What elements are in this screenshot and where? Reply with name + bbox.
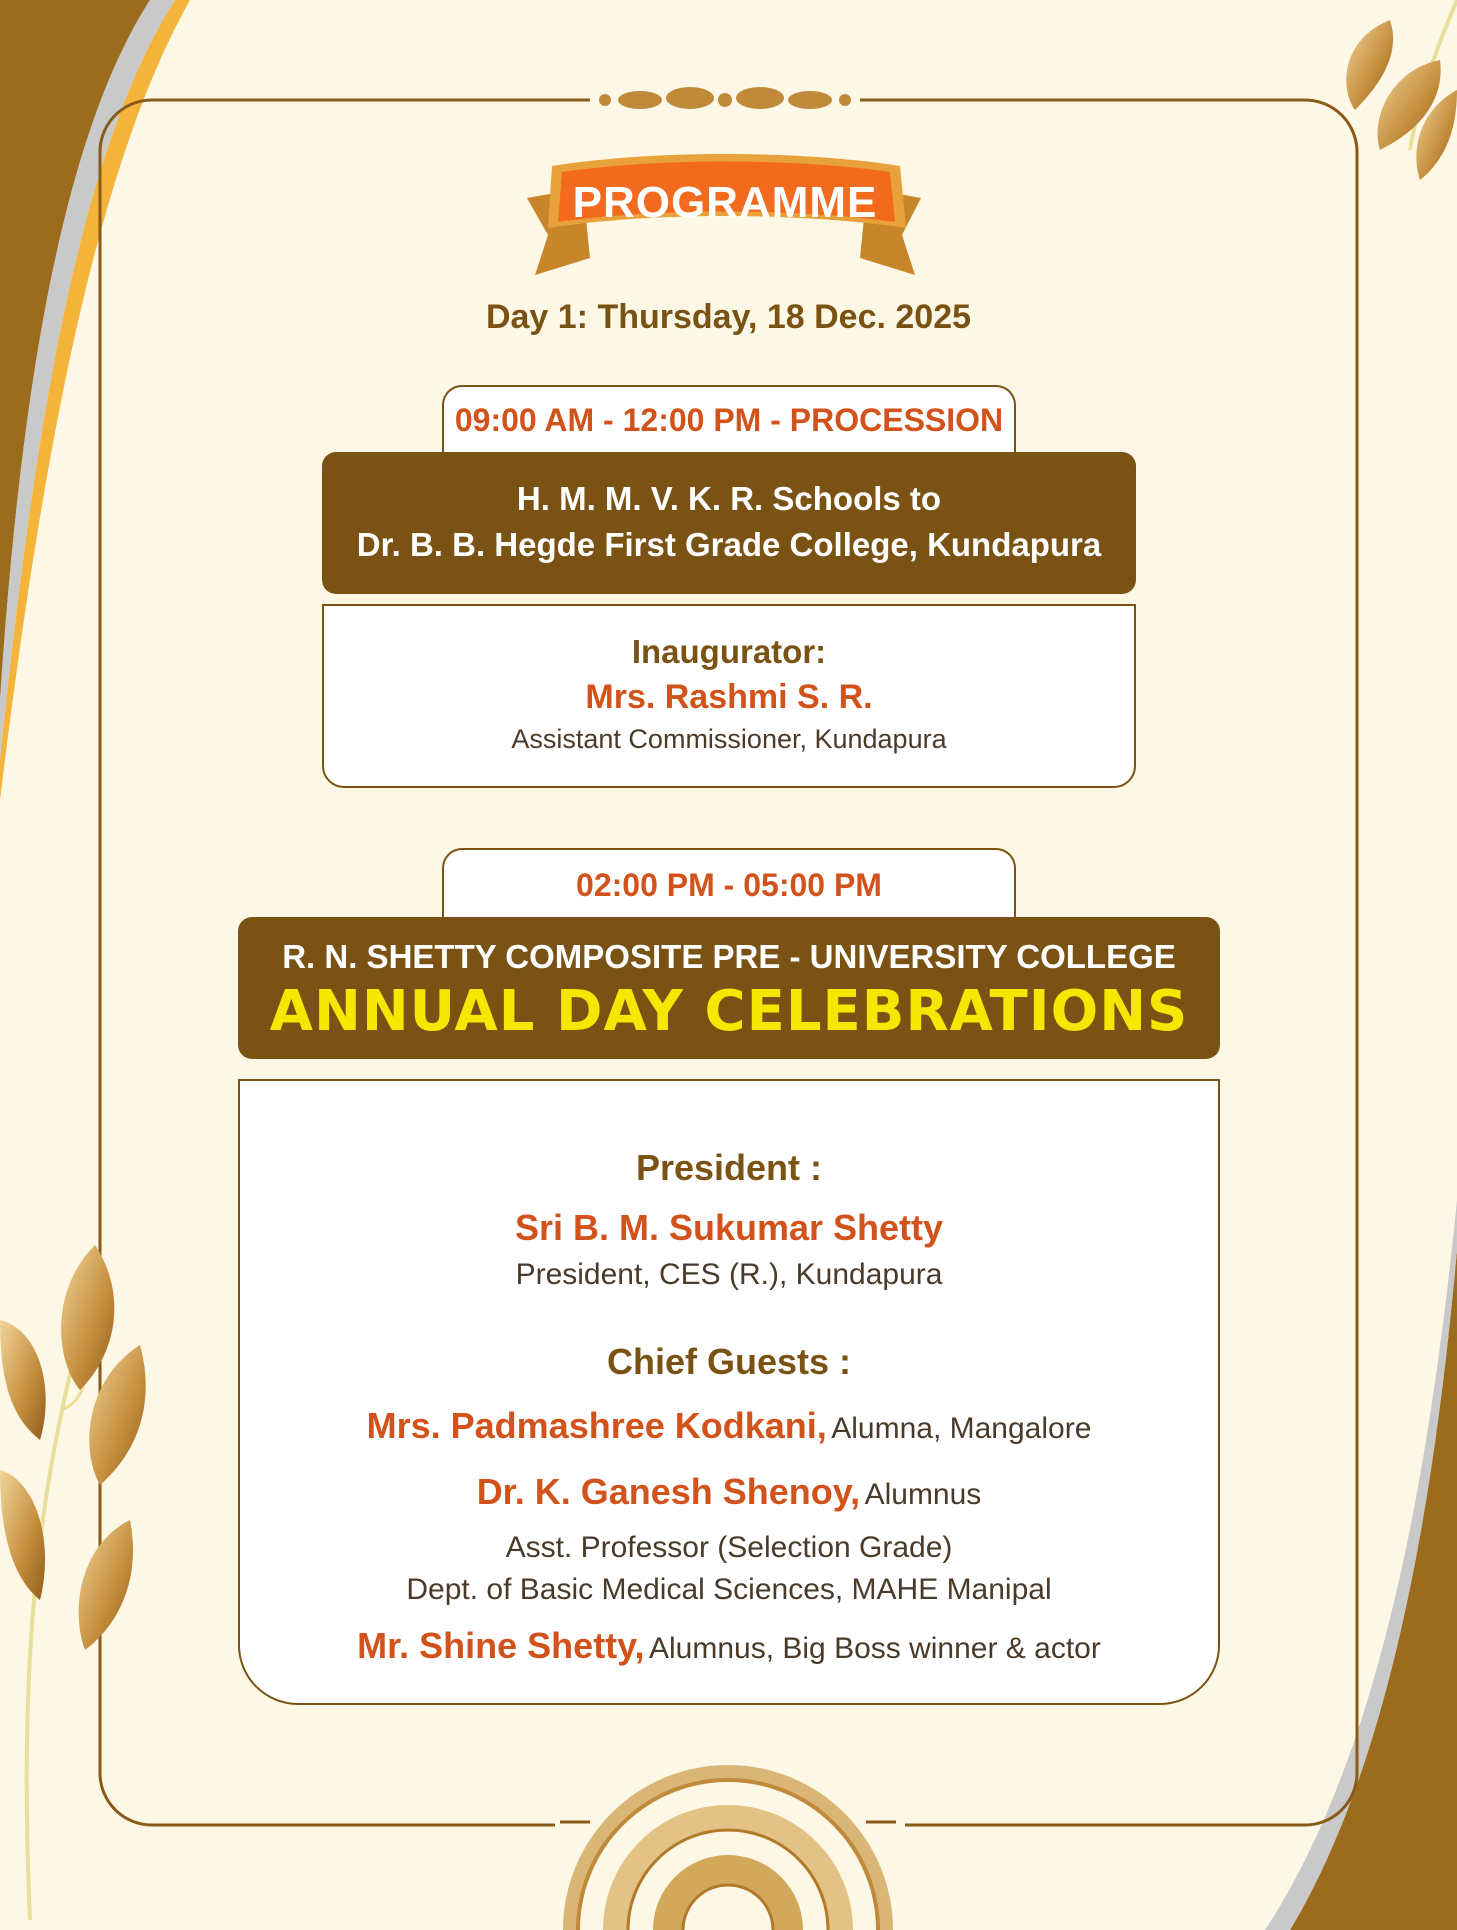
guest-2-line2: Asst. Professor (Selection Grade)	[505, 1531, 953, 1564]
ornament-icon	[599, 87, 851, 109]
president-name: Sri B. M. Sukumar Shetty	[514, 1207, 944, 1248]
mandala-icon	[560, 1765, 896, 1930]
session2-time-tab	[442, 848, 1016, 922]
gold-swoosh-icon	[1265, 1200, 1457, 1930]
ribbon-title: PROGRAMME	[572, 178, 878, 227]
gold-swoosh-icon	[0, 0, 190, 800]
guest-3	[240, 1619, 1218, 1681]
session1-time: 09:00 AM - 12:00 PM -	[454, 402, 790, 438]
guest-2-line3: Dept. of Basic Medical Sciences, MAHE Manipal	[406, 1573, 1052, 1606]
day-heading: Day 1: Thursday, 18 Dec. 2025	[485, 298, 972, 336]
guest-2	[240, 1465, 1218, 1527]
college-name: R. N. SHETTY COMPOSITE PRE - UNIVERSITY COLLEGE	[282, 938, 1176, 975]
session2-time: 02:00 PM - 05:00 PM	[576, 867, 882, 903]
route-line1: H. M. M. V. K. R. Schools to	[516, 480, 942, 517]
session1-time-tab	[442, 385, 1016, 457]
guest-2-title: Alumnus	[864, 1478, 982, 1511]
inaugurator-title: Assistant Commissioner, Kundapura	[511, 724, 947, 754]
inaugurator-name: Mrs. Rashmi S. R.	[585, 678, 873, 716]
event-title: ANNUAL DAY CELEBRATIONS	[269, 979, 1189, 1044]
chief-guests-label: Chief Guests :	[606, 1341, 852, 1382]
guest-3-title: Alumnus, Big Boss winner & actor	[648, 1632, 1101, 1665]
leaf-branch-icon	[1346, 0, 1457, 180]
session1-event: PROCESSION	[789, 402, 1004, 438]
guest-1-name: Mrs. Padmashree Kodkani,	[366, 1405, 827, 1446]
guest-1-title: Alumna, Mangalore	[831, 1412, 1092, 1445]
session1-route-bar	[322, 452, 1136, 594]
inaugurator-card	[322, 604, 1136, 788]
guest-1	[240, 1397, 1218, 1463]
session2-title-bar	[238, 917, 1220, 1059]
president-label: President :	[635, 1147, 823, 1188]
leaf-branch-icon	[0, 1245, 146, 1920]
guests-card	[238, 1079, 1220, 1705]
president-title: President, CES (R.), Kundapura	[515, 1258, 943, 1291]
guest-2-name: Dr. K. Ganesh Shenoy,	[476, 1471, 861, 1512]
guest-3-name: Mr. Shine Shetty,	[357, 1625, 645, 1666]
route-line2: Dr. B. B. Hegde First Grade College, Kundapura	[356, 526, 1102, 563]
inaugurator-label: Inaugurator:	[631, 633, 827, 670]
